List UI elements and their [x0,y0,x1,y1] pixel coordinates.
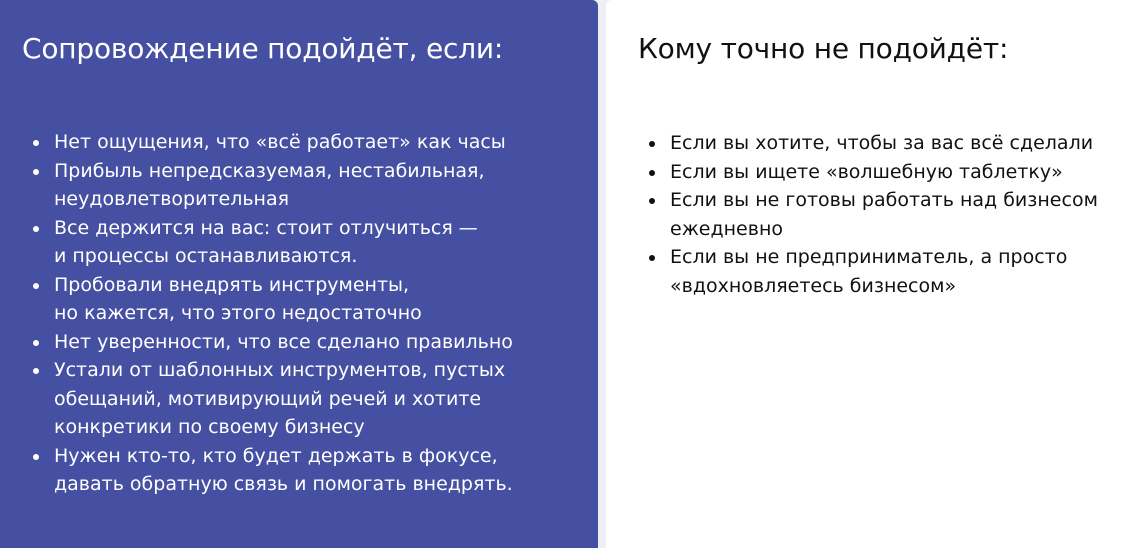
suitable-title: Сопровождение подойдёт, если: [22,32,504,65]
bullet-icon [649,170,655,176]
bullet-icon [649,198,655,204]
bullet-icon [33,340,39,346]
bullet-icon [33,140,39,146]
not-suitable-card [606,0,1132,548]
bullet-icon [33,368,39,374]
bullet-icon [33,454,39,460]
list-item: Если вы ищете «волшебную таблетку» [648,158,1128,187]
suitable-list [32,128,572,499]
list-item: Нет уверенности, что все сделано правильно [32,328,572,357]
list-item: Нужен кто-то, кто будет держать в фокусе, давать обратную связь и помогать внедрять. [32,442,572,499]
bullet-icon [33,283,39,289]
bullet-icon [649,255,655,261]
bullet-icon [649,141,655,147]
list-item: Все держится на вас: стоит отлучиться — и процессы останавливаются. [32,214,572,271]
bullet-icon [33,169,39,175]
list-item: Если вы не предприниматель, а просто «вдохновляетесь бизнесом» [648,243,1128,300]
list-item: Если вы хотите, чтобы за вас всё сделали [648,129,1128,158]
not-suitable-title: Кому точно не подойдёт: [638,32,1009,65]
list-item: Устали от шаблонных инструментов, пустых обещаний, мотивирующий речей и хотите конкретики по своему бизнесу [32,356,572,442]
list-item: Прибыль непредсказуемая, нестабильная, неудовлетворительная [32,157,572,214]
list-item: Если вы не готовы работать над бизнесом ежедневно [648,186,1128,243]
bullet-icon [33,226,39,232]
list-item: Пробовали внедрять инструменты, но кажется, что этого недостаточно [32,271,572,328]
not-suitable-list [648,129,1128,300]
list-item: Нет ощущения, что «всё работает» как часы [32,128,572,157]
